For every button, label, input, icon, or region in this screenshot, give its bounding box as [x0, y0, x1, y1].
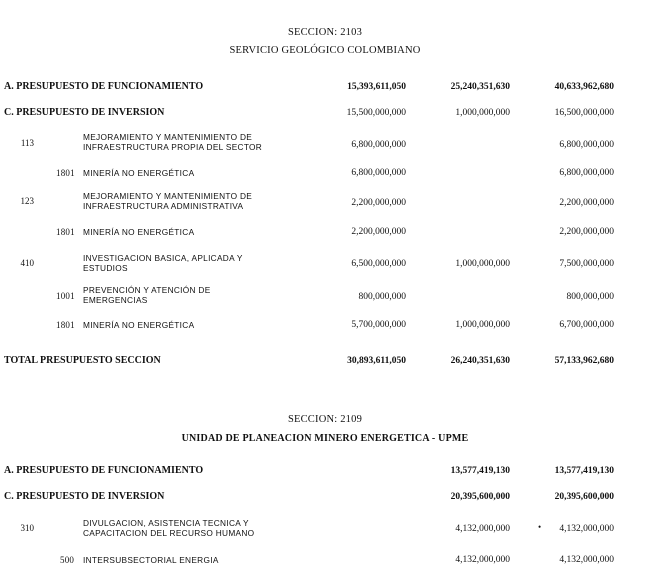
subprogram-value-1: 6,800,000,000 — [351, 168, 406, 178]
total-label: TOTAL PRESUPUESTO SECCION — [4, 355, 161, 366]
inversion-label: C. PRESUPUESTO DE INVERSION — [4, 491, 165, 502]
funcionamiento-value-3: 40,633,962,680 — [554, 82, 614, 92]
subprogram-value-1: 5,700,000,000 — [351, 320, 406, 330]
subprogram-description: PREVENCIÓN Y ATENCIÓN DE EMERGENCIAS — [83, 285, 211, 305]
inversion-value-2: 1,000,000,000 — [455, 108, 510, 118]
program-value-2: 1,000,000,000 — [455, 259, 510, 269]
program-description: MEJORAMIENTO Y MANTENIMIENTO DE INFRAESTRUCTURA PROPIA DEL SECTOR — [83, 132, 263, 152]
total-value-1: 30,893,611,050 — [347, 356, 406, 366]
subprogram-value-3: 6,700,000,000 — [559, 320, 614, 330]
total-value-2: 26,240,351,630 — [450, 356, 510, 366]
inversion-value-3: 20,395,600,000 — [554, 492, 614, 502]
subprogram-code: 1801 — [56, 168, 75, 178]
program-code: 123 — [20, 196, 34, 206]
subprogram-value-3: 2,200,000,000 — [559, 227, 614, 237]
program-value-2: 4,132,000,000 — [455, 524, 510, 534]
program-description: MEJORAMIENTO Y MANTENIMIENTO DE INFRAESTRUCTURA ADMINISTRATIVA — [83, 191, 253, 211]
program-code: 113 — [20, 138, 34, 148]
entity-name: SERVICIO GEOLÓGICO COLOMBIANO — [229, 45, 421, 56]
section-code: SECCION: 2109 — [287, 414, 363, 425]
program-value-3: 6,800,000,000 — [559, 140, 614, 150]
subprogram-code: 1801 — [56, 320, 75, 330]
inversion-value-2: 20,395,600,000 — [450, 492, 510, 502]
funcionamiento-label: A. PRESUPUESTO DE FUNCIONAMIENTO — [4, 465, 204, 476]
funcionamiento-value-2: 13,577,419,130 — [450, 466, 510, 476]
inversion-value-3: 16,500,000,000 — [554, 108, 614, 118]
program-value-3: 4,132,000,000 — [559, 524, 614, 534]
inversion-value-1: 15,500,000,000 — [346, 108, 406, 118]
subprogram-value-3: 6,800,000,000 — [559, 168, 614, 178]
program-value-1: 2,200,000,000 — [351, 198, 406, 208]
program-description: DIVULGACION, ASISTENCIA TECNICA Y CAPACITACION DEL RECURSO HUMANO — [83, 518, 255, 538]
total-value-3: 57,133,962,680 — [554, 356, 614, 366]
program-code: 310 — [20, 523, 34, 533]
program-value-3: 7,500,000,000 — [559, 259, 614, 269]
subprogram-value-3: 800,000,000 — [566, 292, 614, 302]
program-value-1: 6,500,000,000 — [351, 259, 406, 269]
bullet-mark: • — [538, 522, 542, 532]
subprogram-value-1: 800,000,000 — [358, 292, 406, 302]
funcionamiento-value-3: 13,577,419,130 — [554, 466, 614, 476]
subprogram-code: 1801 — [56, 227, 75, 237]
program-value-1: 6,800,000,000 — [351, 140, 406, 150]
subprogram-code: 1001 — [56, 291, 75, 301]
subprogram-description: MINERÍA NO ENERGÉTICA — [83, 320, 195, 330]
funcionamiento-label: A. PRESUPUESTO DE FUNCIONAMIENTO — [4, 81, 204, 92]
subprogram-description: MINERÍA NO ENERGÉTICA — [83, 227, 195, 237]
program-code: 410 — [20, 258, 34, 268]
subprogram-description: INTERSUBSECTORIAL ENERGIA — [83, 555, 219, 565]
subprogram-value-1: 2,200,000,000 — [351, 227, 406, 237]
section-code: SECCION: 2103 — [287, 27, 363, 38]
program-value-3: 2,200,000,000 — [559, 198, 614, 208]
funcionamiento-value-2: 25,240,351,630 — [450, 82, 510, 92]
subprogram-value-2: 1,000,000,000 — [455, 320, 510, 330]
entity-name: UNIDAD DE PLANEACION MINERO ENERGETICA - UPME — [181, 433, 469, 444]
subprogram-value-3: 4,132,000,000 — [559, 555, 614, 565]
subprogram-code: 500 — [60, 555, 75, 565]
subprogram-value-2: 4,132,000,000 — [455, 555, 510, 565]
program-description: INVESTIGACION BASICA, APLICADA Y ESTUDIOS — [83, 253, 243, 273]
inversion-label: C. PRESUPUESTO DE INVERSION — [4, 107, 165, 118]
subprogram-description: MINERÍA NO ENERGÉTICA — [83, 168, 195, 178]
funcionamiento-value-1: 15,393,611,050 — [347, 82, 406, 92]
